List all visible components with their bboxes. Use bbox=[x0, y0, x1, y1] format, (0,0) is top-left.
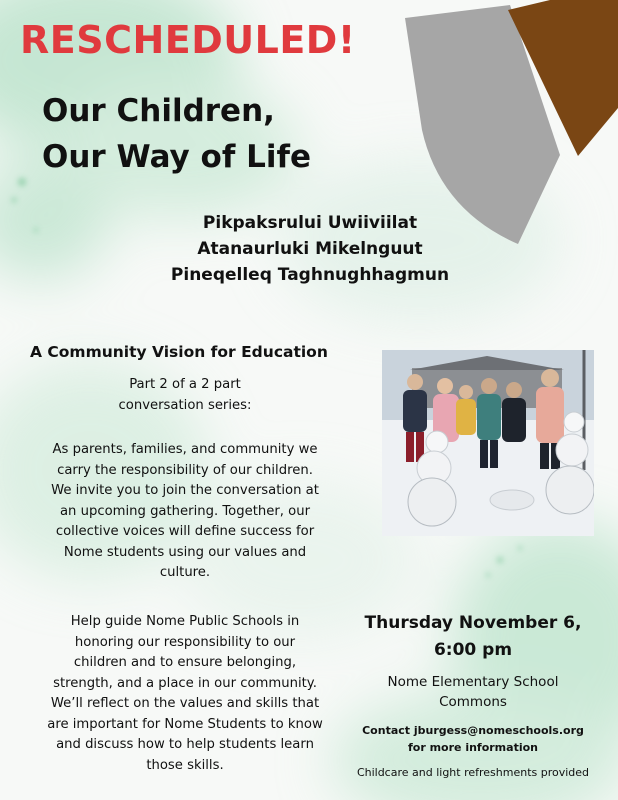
venue-line: Commons bbox=[439, 694, 507, 710]
paragraph-line: collective voices will define success for bbox=[55, 524, 315, 539]
footer-note: Childcare and light refreshments provided bbox=[356, 766, 590, 779]
series-note bbox=[30, 375, 340, 416]
title-line: Our Children, bbox=[42, 93, 275, 129]
yupik-line: Pineqelleq Taghnughhagmun bbox=[170, 265, 450, 285]
yupik-title-lines bbox=[150, 210, 470, 288]
paragraph-line: Nome students using our values and bbox=[63, 544, 307, 560]
venue-line: Nome Elementary School bbox=[387, 674, 559, 690]
page-title bbox=[42, 88, 311, 180]
event-date-time bbox=[360, 610, 586, 664]
paragraph-line: As parents, families, and community we bbox=[52, 442, 318, 457]
photo-illustration bbox=[382, 350, 594, 536]
series-line: Part 2 of a 2 part bbox=[129, 377, 241, 392]
paragraph-line: children and to ensure belonging, bbox=[73, 655, 297, 670]
event-date: Thursday November 6, bbox=[364, 613, 582, 633]
series-line: conversation series: bbox=[118, 397, 252, 413]
rescheduled-banner: RESCHEDULED! bbox=[20, 18, 356, 62]
invitation-paragraph bbox=[22, 440, 348, 584]
paragraph-line: honoring our responsibility to our bbox=[74, 634, 296, 650]
paragraph-line: an upcoming gathering. Together, our bbox=[59, 503, 311, 519]
event-venue bbox=[360, 672, 586, 712]
event-time: 6:00 pm bbox=[433, 640, 513, 660]
section-subtitle: A Community Vision for Education bbox=[30, 343, 328, 361]
yupik-line: Atanaurluki Mikelnguut bbox=[197, 239, 423, 259]
paragraph-line: those skills. bbox=[146, 757, 224, 773]
contact-email-line[interactable]: Contact jburgess@nomeschools.org bbox=[362, 724, 584, 737]
paragraph-line: Help guide Nome Public Schools in bbox=[70, 614, 300, 629]
paragraph-line: We invite you to join the conversation at bbox=[51, 483, 319, 498]
contact-line: for more information bbox=[407, 741, 538, 754]
yupik-line: Pikpaksrului Uwiiviilat bbox=[202, 213, 418, 233]
paragraph-line: are important for Nome Students to know bbox=[47, 716, 323, 732]
paragraph-line: We’ll reflect on the values and skills that bbox=[50, 696, 320, 711]
children-with-snowmen-photo bbox=[382, 350, 594, 536]
contact-info bbox=[360, 722, 586, 756]
paragraph-line: culture. bbox=[159, 565, 211, 580]
paragraph-line: carry the responsibility of our children. bbox=[57, 462, 313, 478]
paragraph-line: and discuss how to help students learn bbox=[56, 737, 314, 752]
title-line: Our Way of Life bbox=[42, 139, 312, 175]
purpose-paragraph bbox=[22, 612, 348, 776]
paragraph-line: strength, and a place in our community. bbox=[53, 675, 317, 691]
